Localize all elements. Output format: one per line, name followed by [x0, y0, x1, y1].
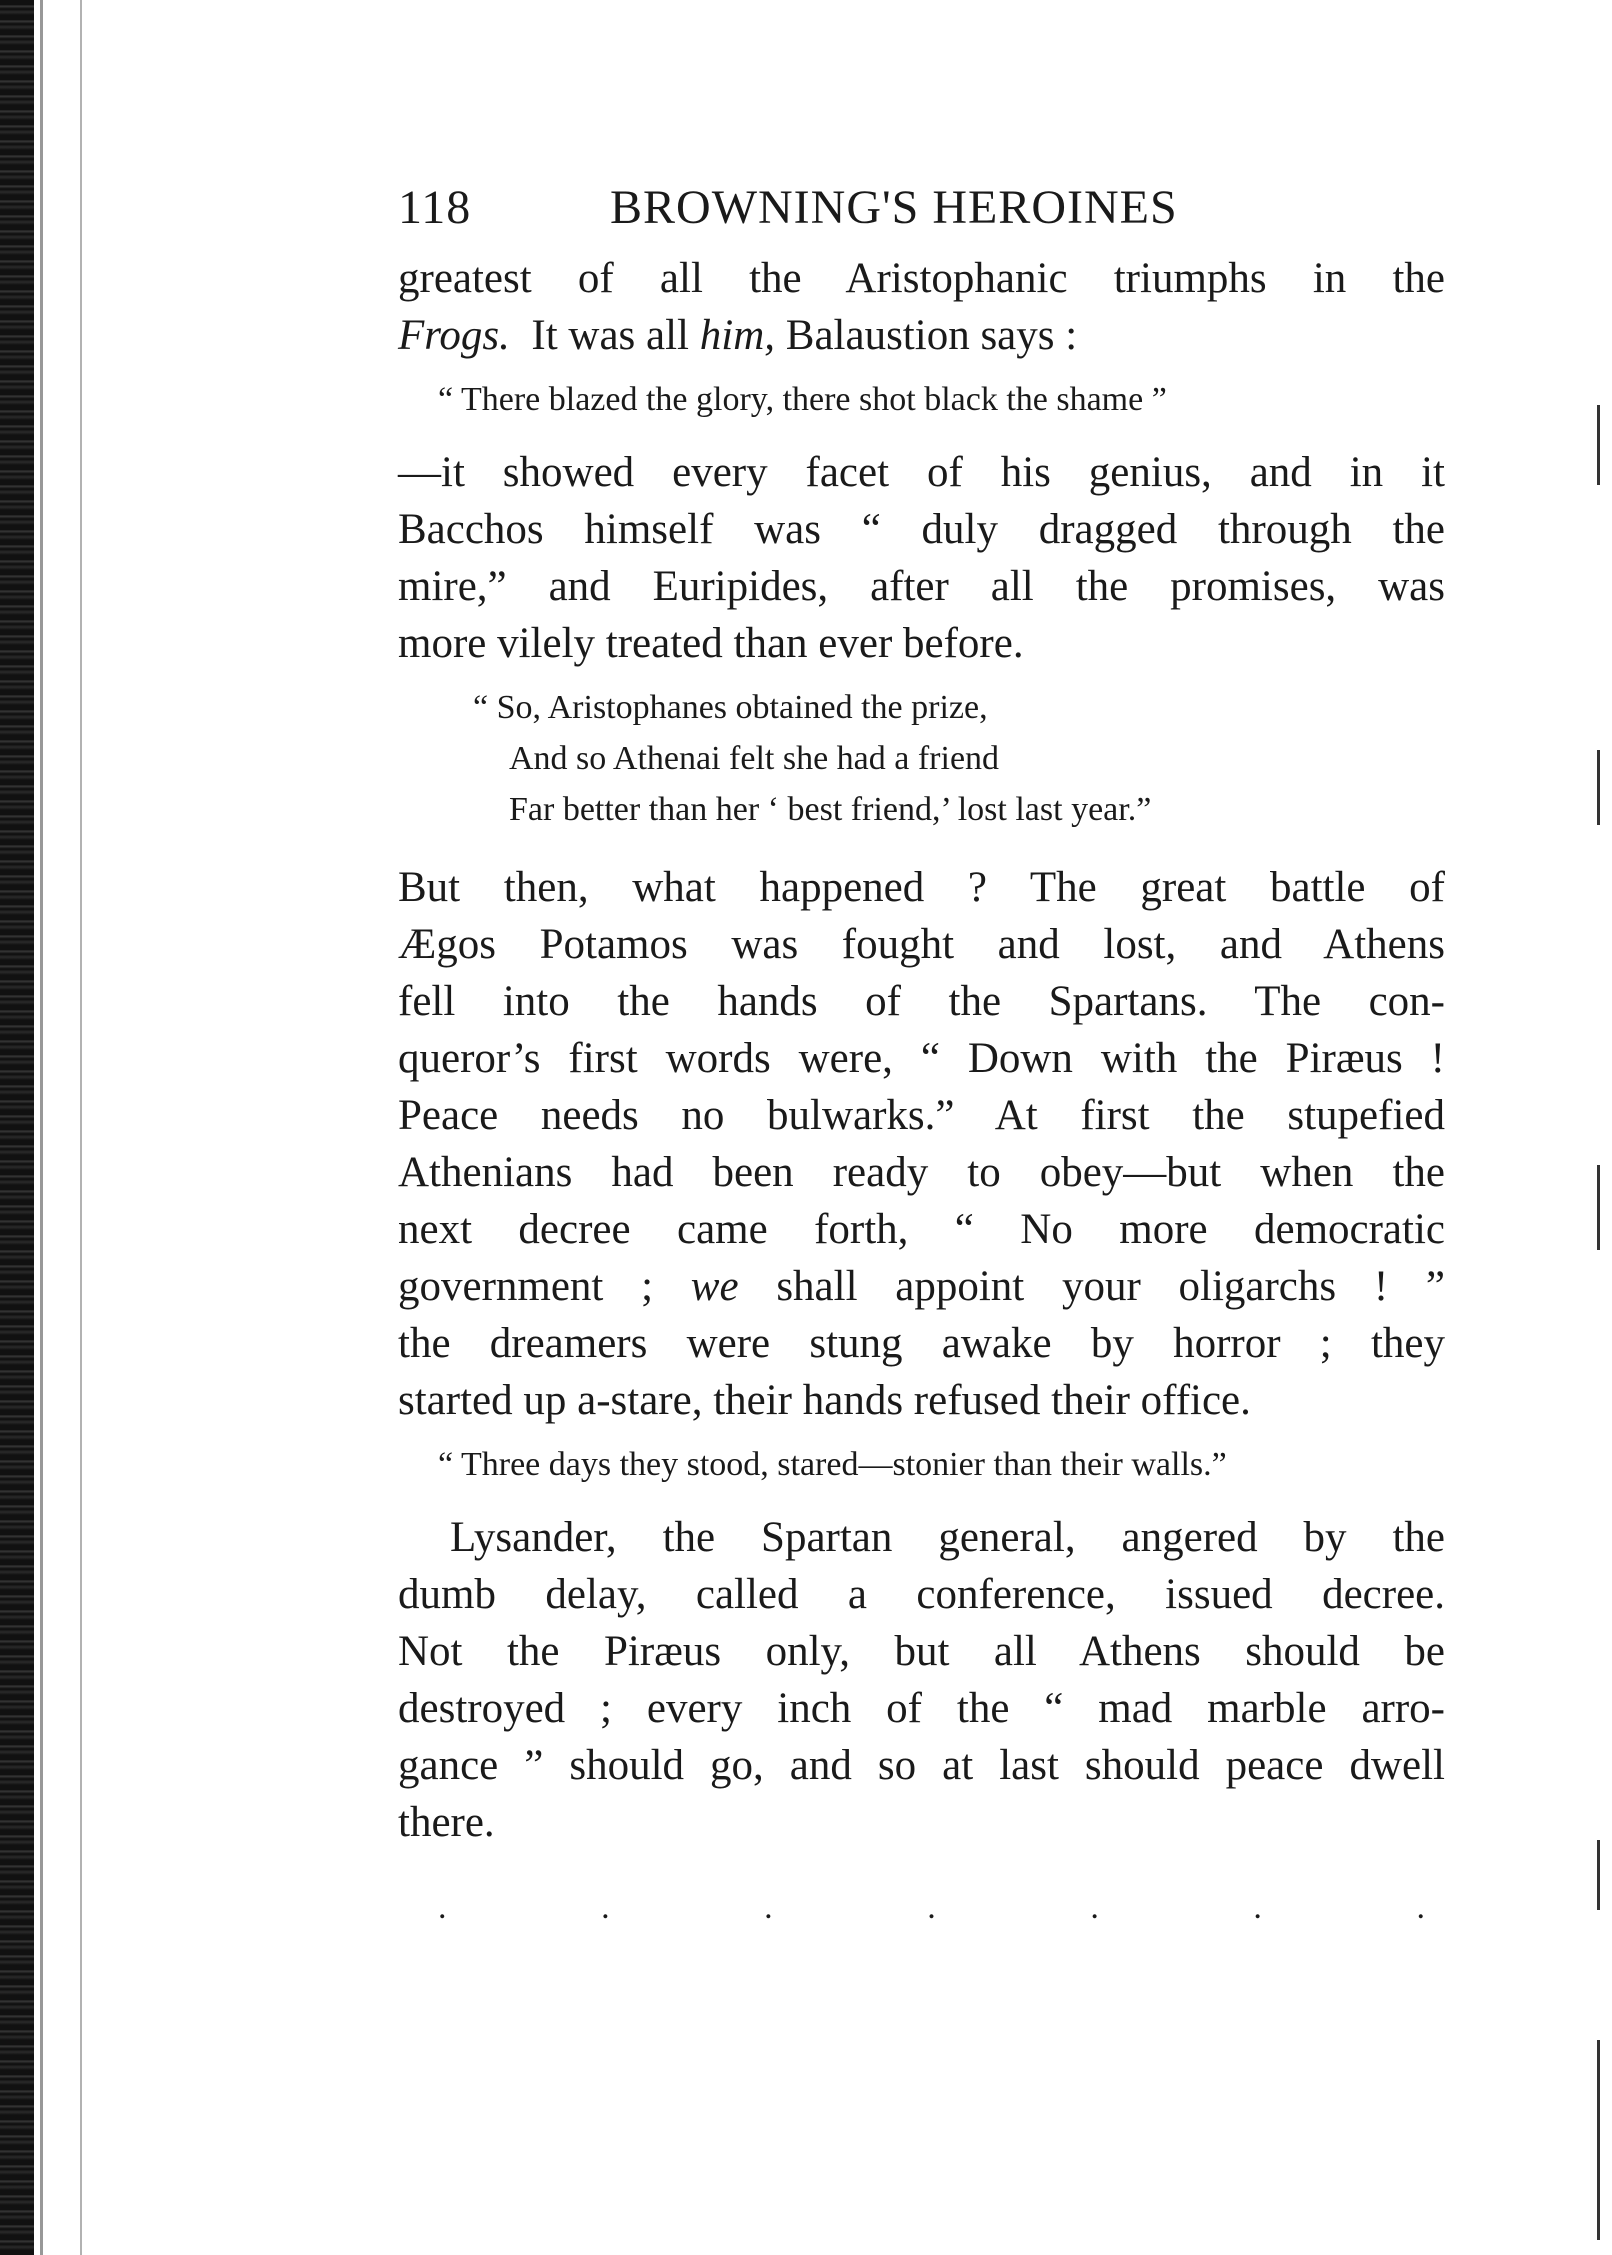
margin-mark [1597, 750, 1600, 825]
text-line: fell into the hands of the Spartans. The con- [398, 978, 1445, 1025]
text-line: gance ” should go, and so at last should peace dwell [398, 1742, 1445, 1789]
margin-mark [1597, 1840, 1600, 1910]
margin-mark [1597, 2040, 1600, 2240]
verse-line: “ So, Aristophanes obtained the prize, [473, 689, 988, 726]
spine-edge [40, 0, 43, 2255]
text-line: Bacchos himself was “ duly dragged through the [398, 506, 1445, 553]
paragraph-2 [398, 444, 1445, 672]
break-dot: . [764, 1889, 773, 1926]
break-dot: . [1253, 1889, 1262, 1926]
text-line: next decree came forth, “ No more democratic [398, 1206, 1445, 1253]
margin-mark [1597, 405, 1600, 485]
text-line: —it showed every facet of his genius, and in it [398, 449, 1445, 496]
page-number: 118 [398, 181, 472, 234]
text-line: dumb delay, called a conference, issued decree. [398, 1571, 1445, 1618]
text-line: But then, what happened ? The great battle of [398, 864, 1445, 911]
break-dot: . [1416, 1889, 1425, 1926]
text-line: more vilely treated than ever before. [398, 620, 1024, 667]
text-line [398, 1258, 1445, 1315]
text-fragment: Balaustion says : [785, 312, 1078, 359]
paragraph-3 [398, 859, 1445, 1429]
text-line: started up a-stare, their hands refused their office. [398, 1377, 1251, 1424]
gutter-rule [80, 0, 82, 2255]
text-line: Lysander, the Spartan general, angered by the [450, 1514, 1445, 1561]
margin-mark [1597, 1165, 1600, 1250]
text-line: destroyed ; every inch of the “ mad marble arro- [398, 1685, 1445, 1732]
section-break [398, 1889, 1445, 1927]
break-dot: . [1090, 1889, 1099, 1926]
text-line: Athenians had been ready to obey—but when the [398, 1149, 1445, 1196]
quotation-1: “ There blazed the glory, there shot black the shame ” [438, 381, 1167, 418]
break-dot: . [927, 1889, 936, 1926]
text-fragment: shall appoint your oligarchs ! ” [776, 1263, 1445, 1310]
page-body [398, 180, 1445, 1927]
break-dot: . [601, 1889, 610, 1926]
text-line: greatest of all the Aristophanic triumphs in the [398, 255, 1445, 302]
text-line: queror’s first words were, “ Down with the Piræus ! [398, 1035, 1445, 1082]
text-fragment: government ; [398, 1263, 654, 1310]
quotation-2: “ Three days they stood, stared—stonier than their walls.” [438, 1446, 1227, 1483]
text-line: Not the Piræus only, but all Athens should be [398, 1628, 1445, 1675]
text-line: Peace needs no bulwarks.” At first the stupefied [398, 1092, 1445, 1139]
text-line [398, 307, 1445, 364]
paragraph-1 [398, 250, 1445, 364]
verse-quotation [398, 682, 1445, 835]
break-dot: . [438, 1889, 447, 1926]
text-line: mire,” and Euripides, after all the promises, was [398, 563, 1445, 610]
italic-word: we [690, 1263, 739, 1310]
text-line: Ægos Potamos was fought and lost, and Athens [398, 921, 1445, 968]
text-line: there. [398, 1799, 495, 1846]
italic-word: him, [699, 312, 776, 359]
book-spine-shadow [0, 0, 34, 2255]
italic-title: Frogs. [398, 312, 510, 359]
verse-line: Far better than her ‘ best friend,’ lost last year.” [509, 791, 1152, 828]
text-line: the dreamers were stung awake by horror ; they [398, 1320, 1445, 1367]
text-fragment: It was all [531, 312, 690, 359]
verse-line: And so Athenai felt she had a friend [509, 740, 1000, 777]
running-head [398, 180, 1445, 240]
running-title: BROWNING'S HEROINES [610, 181, 1178, 234]
paragraph-4 [398, 1509, 1445, 1851]
